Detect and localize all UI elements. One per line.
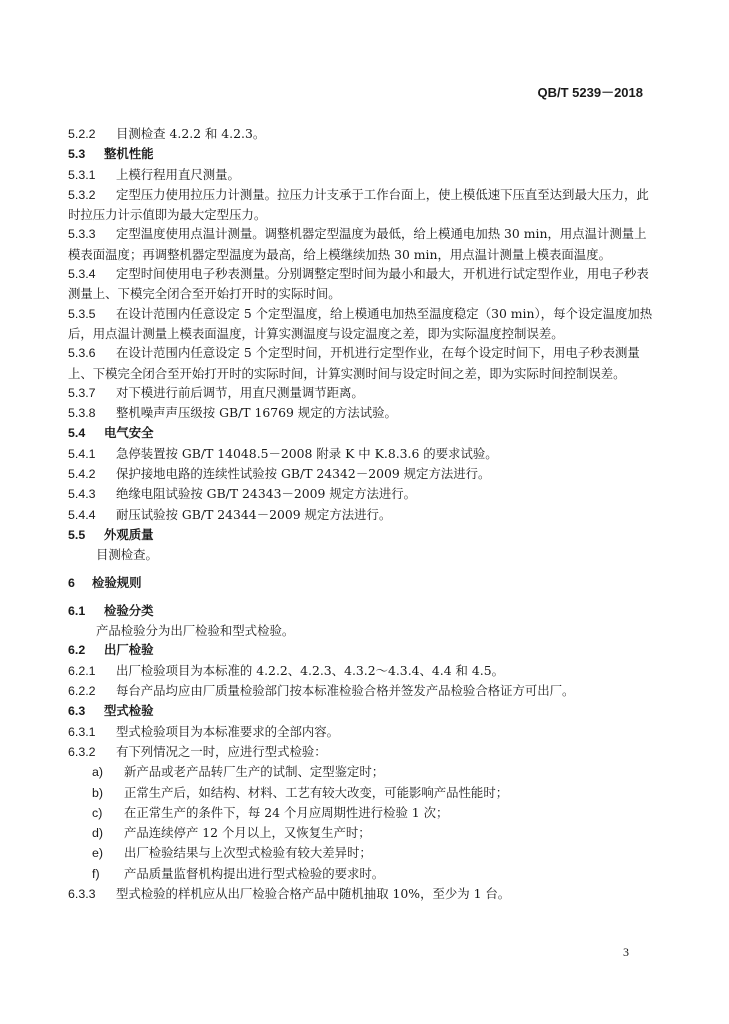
clause-text: 定型压力使用拉压力计测量。拉压力计支承于工作台面上，使上模低速下压直至达到最大压力，此时拉压力计示值即为最大定型压力。 xyxy=(68,186,649,223)
clause-number: 5.3.2 xyxy=(68,187,96,202)
clause-number: 6.3.1 xyxy=(68,724,96,739)
section-heading-text: 外观质量 xyxy=(104,526,154,542)
section-heading xyxy=(68,601,656,621)
clause-text: 在设计范围内任意设定 5 个定型时间，开机进行定型作业，在每个设定时间下，用电子秒表测量上、下模完全闭合至开始打开时的实际时间，计算实测时间与设定时间之差，即为实际时间控制误差。 xyxy=(68,345,640,381)
clause-number: 5.4.1 xyxy=(68,446,96,461)
clause-paragraph xyxy=(68,403,656,423)
section-heading xyxy=(68,525,656,545)
clause-text: 出厂检验项目为本标准的 4.2.2、4.2.3、4.3.2～4.3.4、4.4 和 4.5。 xyxy=(116,662,504,678)
clause-paragraph xyxy=(68,722,656,742)
clause-number: 6.1 xyxy=(68,603,86,618)
clause-number: 5.3.8 xyxy=(68,406,96,421)
clause-number: 5.2.2 xyxy=(68,127,96,141)
list-item xyxy=(68,843,656,863)
section-heading xyxy=(68,423,656,443)
list-item-marker: f) xyxy=(92,866,100,881)
list-item xyxy=(68,762,656,782)
clause-paragraph xyxy=(68,124,656,144)
clause-paragraph xyxy=(68,343,656,383)
clause-number: 5.3.5 xyxy=(68,306,96,321)
section-heading-text: 电气安全 xyxy=(104,425,154,441)
clause-text: 型式检验的样机应从出厂检验合格产品中随机抽取 10%，至少为 1 台。 xyxy=(116,885,511,901)
clause-number: 5.5 xyxy=(68,527,86,542)
clause-text: 型式检验项目为本标准要求的全部内容。 xyxy=(116,723,340,739)
clause-paragraph xyxy=(68,621,656,640)
section-heading xyxy=(68,144,656,164)
clause-number: 5.4.2 xyxy=(68,467,96,482)
clause-number: 5.3.4 xyxy=(68,267,96,282)
list-item xyxy=(68,783,656,803)
list-item-text: 出厂检验结果与上次型式检验有较大差异时； xyxy=(124,845,372,861)
list-item-text: 正常生产后，如结构、材料、工艺有较大改变，可能影响产品性能时； xyxy=(124,784,509,800)
clause-number: 6.3 xyxy=(68,704,86,719)
list-item-marker: a) xyxy=(92,765,104,780)
clause-text: 产品检验分为出厂检验和型式检验。 xyxy=(96,623,295,639)
clause-paragraph xyxy=(68,383,656,403)
clause-text: 定型时间使用电子秒表测量。分别调整定型时间为最小和最大，开机进行试定型作业，用电子秒表测量上、下模完全闭合至开始打开时的实际时间。 xyxy=(68,266,649,302)
clause-text: 上模行程用直尺测量。 xyxy=(116,166,240,182)
section-heading-text: 整机性能 xyxy=(104,146,154,162)
list-item xyxy=(68,803,656,823)
clause-text: 耐压试验按 GB/T 24344－2009 规定方法进行。 xyxy=(116,506,392,522)
clause-number: 5.3.6 xyxy=(68,346,96,361)
clause-number: 5.3.1 xyxy=(68,167,96,182)
clause-paragraph xyxy=(68,224,656,264)
clause-text: 对下模进行前后调节，用直尺测量调节距离。 xyxy=(116,384,364,400)
clause-paragraph xyxy=(68,165,656,185)
list-item-marker: e) xyxy=(92,846,104,861)
section-heading xyxy=(68,573,656,593)
list-item-marker: c) xyxy=(92,805,103,820)
clause-number: 6.3.2 xyxy=(68,744,96,759)
clause-paragraph xyxy=(68,185,656,225)
clause-number: 5.3 xyxy=(68,147,86,162)
section-heading xyxy=(68,640,656,660)
list-item-marker: b) xyxy=(92,785,104,800)
clause-paragraph xyxy=(68,464,656,484)
standard-number: QB/T 5239－2018 xyxy=(537,85,643,100)
clause-text: 有下列情况之一时，应进行型式检验： xyxy=(116,743,327,759)
clause-text: 绝缘电阻试验按 GB/T 24343－2009 规定方法进行。 xyxy=(116,486,417,502)
clause-paragraph xyxy=(68,742,656,762)
section-spacer xyxy=(68,593,656,601)
page-number: 3 xyxy=(623,945,629,959)
clause-paragraph xyxy=(68,545,656,564)
section-spacer xyxy=(68,565,656,573)
list-item-text: 新产品或老产品转厂生产的试制、定型鉴定时； xyxy=(124,764,385,780)
list-item-text: 产品质量监督机构提出进行型式检验的要求时。 xyxy=(124,865,385,881)
list-item-text: 在正常生产的条件下，每 24 个月应周期性进行检验 1 次； xyxy=(124,804,449,820)
clause-number: 5.3.7 xyxy=(68,385,96,400)
clause-paragraph xyxy=(68,681,656,701)
clause-paragraph xyxy=(68,661,656,681)
clause-number: 5.4.4 xyxy=(68,507,96,522)
clause-number: 5.3.3 xyxy=(68,227,96,242)
clause-paragraph xyxy=(68,505,656,525)
section-heading xyxy=(68,701,656,721)
list-item xyxy=(68,823,656,843)
document-body xyxy=(68,124,656,904)
clause-paragraph xyxy=(68,304,656,344)
clause-text: 在设计范围内任意设定 5 个定型温度，给上模通电加热至温度稳定（30 min），每个设定温度加热后，用点温计测量上模表面温度，计算实测温度与设定温度之差，即为实际温度控制误差。 xyxy=(68,305,653,341)
clause-number: 6.2.2 xyxy=(68,684,96,699)
list-item xyxy=(68,864,656,884)
clause-number: 6.2.1 xyxy=(68,663,96,678)
clause-text: 定型温度使用点温计测量。调整机器定型温度为最低，给上模通电加热 30 min，用点温计测量上模表面温度；再调整机器定型温度为最高，给上模继续加热 30 min，用点温计测量上模表面温度。 xyxy=(68,226,647,262)
section-heading-text: 检验规则 xyxy=(92,574,142,590)
clause-number: 5.4.3 xyxy=(68,487,96,502)
clause-number: 6 xyxy=(68,575,75,590)
clause-text: 保护接地电路的连续性试验按 GB/T 24342－2009 规定方法进行。 xyxy=(116,466,491,482)
clause-paragraph xyxy=(68,484,656,504)
clause-paragraph xyxy=(68,444,656,464)
clause-text: 急停装置按 GB/T 14048.5－2008 附录 K 中 K.8.3.6 的要求试验。 xyxy=(116,445,498,461)
clause-number: 5.4 xyxy=(68,426,86,441)
section-heading-text: 型式检验 xyxy=(104,703,154,719)
clause-paragraph xyxy=(68,884,656,904)
clause-number: 6.3.3 xyxy=(68,886,96,901)
section-heading-text: 出厂检验 xyxy=(104,642,154,658)
clause-text: 目测检查 4.2.2 和 4.2.3。 xyxy=(116,126,266,141)
clause-text: 每台产品均应由厂质量检验部门按本标准检验合格并签发产品检验合格证方可出厂。 xyxy=(116,683,575,699)
list-item-marker: d) xyxy=(92,826,104,841)
clause-text: 整机噪声声压级按 GB/T 16769 规定的方法试验。 xyxy=(116,405,397,421)
clause-text: 目测检查。 xyxy=(96,547,158,563)
section-heading-text: 检验分类 xyxy=(104,602,154,618)
clause-number: 6.2 xyxy=(68,643,86,658)
clause-paragraph xyxy=(68,264,656,304)
list-item-text: 产品连续停产 12 个月以上，又恢复生产时； xyxy=(124,825,371,841)
